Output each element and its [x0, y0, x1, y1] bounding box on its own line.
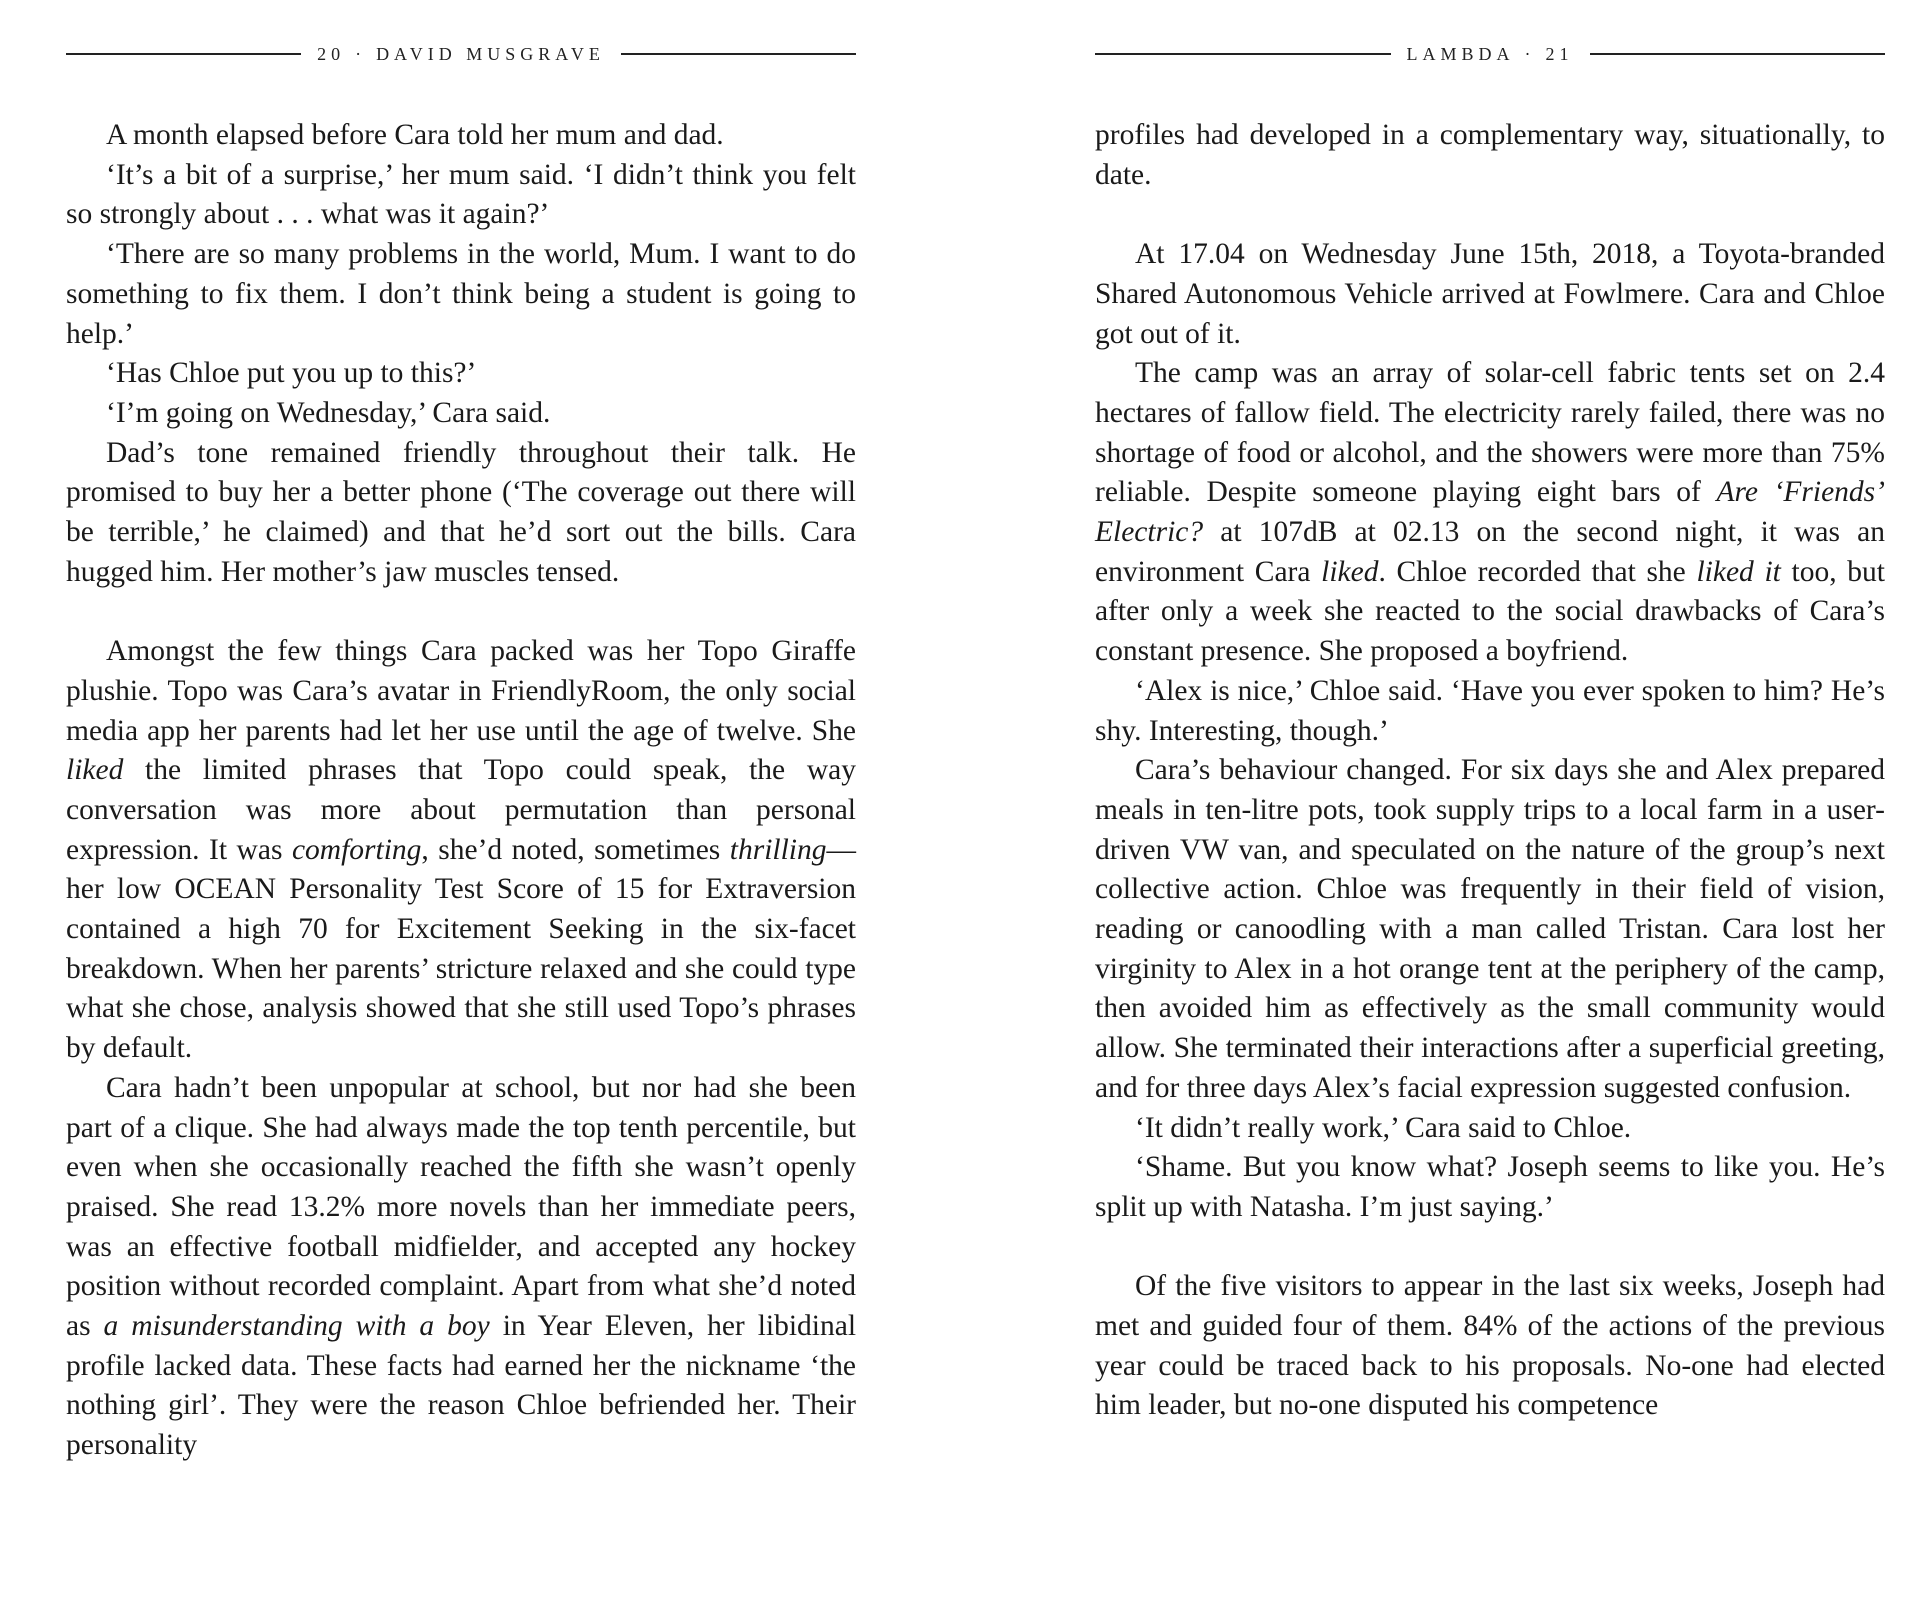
left-header-text — [301, 44, 621, 65]
italic-run: Are ‘Friends’ Electric? — [1095, 476, 1885, 549]
left-header-separator: · — [355, 43, 367, 64]
paragraph — [1095, 354, 1885, 672]
paragraph: Of the five visitors to appear in the last six weeks, Joseph had met and guided four of them. 84% of the actions of the previous year could be traced back to his proposals. No-one had elected him leader, but no-one disputed his competence — [1095, 1270, 1885, 1422]
author-name: DAVID MUSGRAVE — [376, 43, 605, 64]
text-run: Amongst the few things Cara packed was her Topo Giraffe plushie. Topo was Cara’s avatar in FriendlyRoom, the only social media app her parents had let her use until the age of twelve. She — [66, 635, 856, 747]
right-body-text — [1095, 116, 1885, 1426]
right-page-number: 21 — [1545, 43, 1574, 64]
text-run: , she’d noted, sometimes — [421, 833, 730, 866]
text-run: at 107dB at 02.13 on the second night, it was an environment Cara — [1095, 516, 1885, 588]
right-page — [1095, 0, 1885, 1617]
text-run: The camp was an array of solar-cell fabric tents set on 2.4 hectares of fallow field. The electricity rarely failed, there was no shortage of food or alcohol, and the showers were more than 75% reliable. Despite someone playing eight bars of — [1095, 357, 1885, 509]
paragraph: Dad’s tone remained friendly throughout their talk. He promised to buy her a better phone (‘The coverage out there will be terrible,’ he claimed) and that he’d sort out the bills. Cara hugged him. Her mother’s jaw muscles tensed. — [66, 436, 856, 588]
header-rule-left — [66, 53, 301, 55]
left-page-number: 20 — [317, 43, 346, 64]
italic-run: a misunderstanding with a boy — [103, 1310, 490, 1343]
italic-run: liked it — [1696, 555, 1781, 588]
header-rule-right — [621, 53, 856, 55]
book-title: LAMBDA — [1406, 43, 1515, 64]
paragraph: Cara’s behaviour changed. For six days she and Alex prepared meals in ten-litre pots, took supply trips to a local farm in a user-driven VW van, and speculated on the nature of the group’s next collective action. Chloe was frequently in their field of vision, reading or canoodling with a man called Tristan. Cara lost her virginity to Alex in a hot orange tent at the periphery of the camp, then avoided him as effectively as the small community would allow. She terminated their interactions after a superficial greeting, and for three days Alex’s facial expression suggested confusion. — [1095, 754, 1885, 1104]
paragraph: ‘There are so many problems in the world, Mum. I want to do something to fix them. I don’t think being a student is going to help.’ — [66, 238, 856, 350]
left-running-head — [66, 40, 856, 68]
text-run: too, but after only a week she reacted to the social drawbacks of Cara’s constant presence. She proposed a boyfriend. — [1095, 555, 1885, 668]
right-header-separator: · — [1524, 43, 1536, 64]
italic-run: liked — [1321, 555, 1379, 588]
paragraph: ‘It didn’t really work,’ Cara said to Chloe. — [1135, 1111, 1632, 1144]
italic-run: comforting — [291, 833, 422, 866]
header-rule-right — [1590, 53, 1886, 55]
paragraph — [66, 632, 856, 1069]
left-body-text — [66, 116, 856, 1466]
header-rule-left — [1095, 53, 1391, 55]
text-run: Cara hadn’t been unpopular at school, but nor had she been part of a clique. She had always made the top tenth percentile, but even when she occasionally reached the fifth she wasn’t openly praised. She read 13.2% more novels than her immediate peers, was an effective football midfielder, and accepted any hockey position without recorded complaint. Apart from what she’d noted as — [66, 1071, 856, 1343]
text-run: . Chloe recorded that she — [1378, 555, 1697, 588]
text-run: —her low OCEAN Personality Test Score of 15 for Extraversion contained a high 70 for Excitement Seeking in the six-facet breakdown. When her parents’ stricture relaxed and she could type what she chose, analysis showed that she still used Topo’s phrases by default. — [66, 833, 856, 1065]
text-run: in Year Eleven, her libidinal profile lacked data. These facts had earned her the nickname ‘the nothing girl’. They were the reason Chloe befriended her. Their personality — [66, 1310, 857, 1462]
right-header-text — [1391, 44, 1590, 65]
right-running-head — [1095, 40, 1885, 68]
text-run: the limited phrases that Topo could speak, the way conversation was more about permutation than personal expression. It was — [66, 754, 856, 866]
paragraph: profiles had developed in a complementary way, situationally, to date. — [1095, 119, 1885, 191]
paragraph: ‘I’m going on Wednesday,’ Cara said. — [106, 396, 551, 429]
paragraph — [66, 1069, 856, 1466]
paragraph: ‘Has Chloe put you up to this?’ — [106, 357, 477, 390]
paragraph: A month elapsed before Cara told her mum and dad. — [106, 119, 724, 151]
italic-run: thrilling — [729, 833, 827, 866]
paragraph: ‘Shame. But you know what? Joseph seems to like you. He’s split up with Natasha. I’m just saying.’ — [1095, 1151, 1885, 1223]
paragraph: At 17.04 on Wednesday June 15th, 2018, a Toyota-branded Shared Autonomous Vehicle arrived at Fowlmere. Cara and Chloe got out of it. — [1095, 238, 1885, 350]
paragraph: ‘Alex is nice,’ Chloe said. ‘Have you ever spoken to him? He’s shy. Interesting, though.’ — [1095, 674, 1885, 747]
left-page — [66, 0, 856, 1617]
italic-run: liked — [66, 754, 124, 787]
paragraph: ‘It’s a bit of a surprise,’ her mum said. ‘I didn’t think you felt so strongly about . . . what was it again?’ — [66, 158, 856, 231]
